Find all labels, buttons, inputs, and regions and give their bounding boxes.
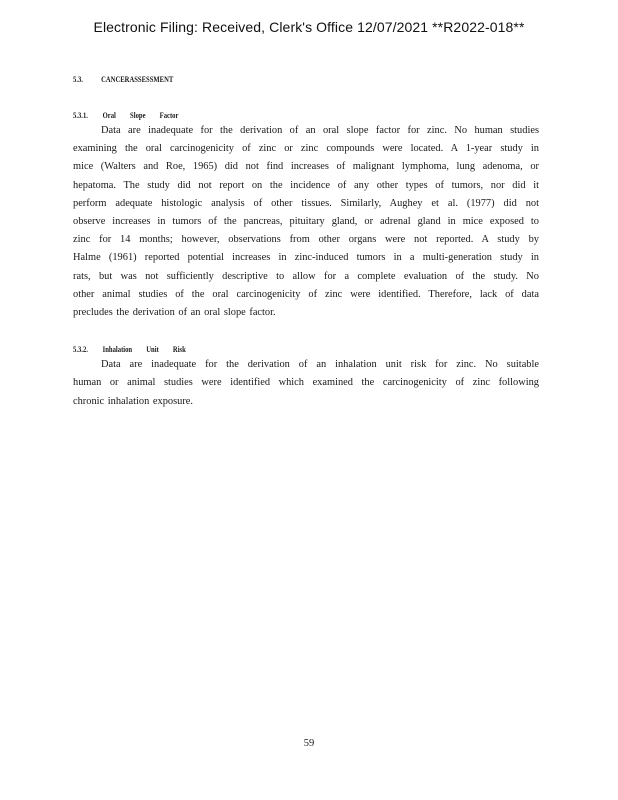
subsection-heading-inhalation-unit-risk [73, 342, 436, 356]
paragraph-line: examining the oral carcinogenicity of zinc or zinc compounds were located. A 1-year study in [73, 143, 539, 155]
paragraph-line: hepatoma. The study did not report on the incidence of any other types of tumors, nor did it [73, 179, 539, 191]
subsection-title: Inhalation Unit Risk [102, 344, 186, 355]
subsection-title: Oral Slope Factor [102, 110, 179, 120]
page-number: 59 [303, 738, 315, 749]
paragraph-line: Data are inadequate for the derivation of an inhalation unit risk for zinc. No suitable [101, 359, 539, 371]
paragraph-line: observe increases in tumors of the pancreas, pituitary gland, or adrenal gland in mice exposed to [73, 216, 539, 228]
paragraph-line: Halme (1961) reported potential increases in zinc-induced tumors in a multi-generation study in [73, 252, 539, 264]
paragraph-line: other animal studies of the oral carcinogenicity of zinc were identified. Therefore, lack of data [73, 288, 539, 300]
subsection-number: 5.3.1. [73, 110, 88, 120]
section-title: CANCERASSESSMENT [101, 74, 174, 84]
paragraph-line: precludes the derivation of an oral slope factor. [73, 307, 276, 319]
paragraph-line: human or animal studies were identified which examined the carcinogenicity of zinc following [73, 377, 539, 389]
inhalation-unit-risk-paragraph [73, 356, 539, 411]
section-number: 5.3. [73, 74, 83, 84]
paragraph-line: mice (Walters and Roe, 1965) did not find increases of malignant lymphoma, lung adenoma, or [73, 161, 539, 173]
paragraph-line: Data are inadequate for the derivation of an oral slope factor for zinc. No human studies [101, 125, 539, 136]
paragraph-line: zinc for 14 months; however, observations from other organs were not reported. A study by [73, 234, 539, 246]
subsection-number: 5.3.2. [73, 344, 88, 355]
paragraph-line: perform adequate histologic analysis of other tissues. Similarly, Aughey et al. (1977) did not [73, 197, 539, 209]
section-heading [73, 72, 436, 86]
paragraph-line: rats, but was not sufficiently descriptive to allow for a complete evaluation of the study. No [73, 270, 539, 282]
paragraph-line: chronic inhalation exposure. [73, 395, 194, 407]
subsection-heading-oral-slope-factor [73, 108, 436, 122]
oral-slope-factor-paragraph [73, 122, 539, 322]
filing-stamp-header: Electronic Filing: Received, Clerk's Office 12/07/2021 **R2022-018** [93, 19, 525, 35]
document-body [73, 72, 539, 411]
